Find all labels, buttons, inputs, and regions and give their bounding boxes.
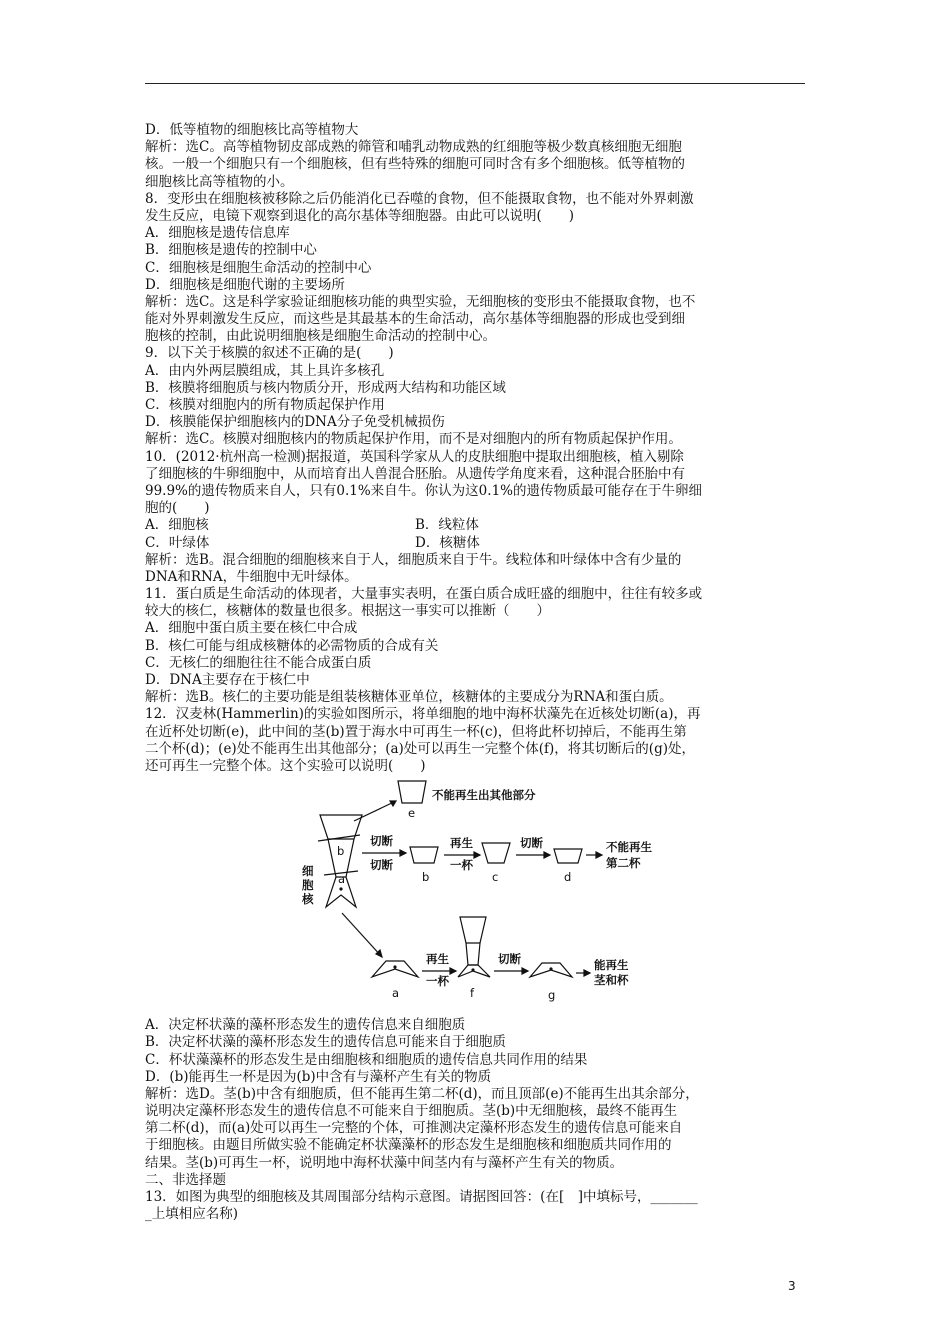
acetabularia-diagram bbox=[302, 777, 652, 1013]
label-regen-2-top: 再生 bbox=[426, 952, 449, 967]
text-line: 能对外界刺激发生反应，而这些是其最基本的生命活动，高尔基体等细胞器的形成也受到细 bbox=[145, 311, 685, 328]
text-line: B．细胞核是遗传的控制中心 bbox=[145, 242, 317, 259]
plant-f-cup bbox=[460, 917, 486, 943]
text-line: D．核膜能保护细胞核内的DNA分子免受机械损伤 bbox=[145, 414, 445, 431]
text-line: 10．(2012·杭州高一检测)据报道，英国科学家从人的皮肤细胞中提取出细胞核，植入剔除 bbox=[145, 448, 684, 465]
experiment-figure bbox=[145, 777, 810, 1015]
regenerated-cup-c bbox=[482, 843, 510, 863]
label-nucleus-3: 核 bbox=[302, 892, 314, 907]
label-no-second-cup-2: 第二杯 bbox=[606, 856, 641, 871]
stem-d-shape bbox=[554, 849, 582, 863]
text-line: 较大的核仁，核糖体的数量也很多。根据这一事实可以推断（ ） bbox=[145, 603, 550, 620]
text-line: 胞核的控制，由此说明细胞核是细胞生命活动的控制中心。 bbox=[145, 328, 496, 345]
text-line: 13．如图为典型的细胞核及其周围部分结构示意图。请据图回答：(在[ ]中填标号，_______ bbox=[145, 1189, 698, 1205]
text-line: 9．以下关于核膜的叙述不正确的是( ) bbox=[145, 345, 394, 362]
text-line: 还可再生一完整个体。这个实验可以说明( ) bbox=[145, 757, 426, 774]
option-row bbox=[145, 517, 810, 534]
text-line: A．细胞核是遗传信息库 bbox=[145, 225, 290, 242]
text-line: D．细胞核是细胞代谢的主要场所 bbox=[145, 276, 345, 293]
text-line: D．低等植物的细胞核比高等植物大 bbox=[145, 122, 359, 138]
label-a-bottom: a bbox=[392, 986, 400, 1001]
detached-stem-b bbox=[410, 847, 438, 863]
label-cut-2: 切断 bbox=[370, 858, 393, 873]
text-line: A．细胞中蛋白质主要在核仁中合成 bbox=[145, 620, 358, 637]
label-d: d bbox=[564, 870, 572, 885]
text-line: 二、非选择题 bbox=[145, 1171, 226, 1188]
text-line: 第二杯(d)，而(a)处可以再生一完整的个体，可推测决定藻杯形态发生的遗传信息可能来自 bbox=[145, 1120, 683, 1137]
text-line: C．核膜对细胞内的所有物质起保护作用 bbox=[145, 397, 385, 413]
page-content bbox=[145, 122, 810, 1223]
text-line: B．决定杯状藻的藻杯形态发生的遗传信息可能来自于细胞质 bbox=[145, 1034, 506, 1051]
label-c: c bbox=[492, 870, 499, 885]
text-block-b bbox=[145, 552, 810, 775]
text-line: 于细胞核。由题目所做实验不能确定杯状藻藻杯的形态发生是细胞核和细胞质共同作用的 bbox=[145, 1137, 672, 1154]
text-line: 解析：选C。高等植物韧皮部成熟的筛管和哺乳动物成熟的红细胞等极少数真核细胞无细胞 bbox=[145, 139, 682, 156]
text-line: 8．变形虫在细胞核被移除之后仍能消化已吞噬的食物，但不能摄取食物，也不能对外界刺激 bbox=[145, 190, 694, 207]
options-q10 bbox=[145, 517, 810, 551]
text-line: C．细胞核是细胞生命活动的控制中心 bbox=[145, 259, 372, 276]
option-item: B．线粒体 bbox=[415, 517, 479, 534]
option-item: A．细胞核 bbox=[145, 517, 209, 534]
text-line: 胞的( ) bbox=[145, 500, 210, 517]
text-line: A．决定杯状藻的藻杯形态发生的遗传信息来自细胞质 bbox=[145, 1017, 466, 1034]
label-regen-1-bot: 一杯 bbox=[450, 858, 473, 873]
label-no-other-parts: 不能再生出其他部分 bbox=[432, 788, 536, 803]
label-cut-3: 切断 bbox=[520, 836, 543, 851]
text-line: DNA和RNA，牛细胞中无叶绿体。 bbox=[145, 568, 358, 585]
text-line: 在近杯处切断(e)，此中间的茎(b)置于海水中可再生一杯(c)，但将此杯切掉后，不能再生第 bbox=[145, 723, 687, 740]
text-line: B．核膜将细胞质与核内物质分开，形成两大结构和功能区域 bbox=[145, 379, 506, 396]
label-a-main: a bbox=[338, 872, 346, 887]
label-b-main: b bbox=[337, 844, 345, 859]
label-nucleus-2: 胞 bbox=[302, 878, 314, 893]
option-item: D．核糖体 bbox=[415, 534, 480, 551]
text-line: 解析：选C。核膜对细胞核内的物质起保护作用，而不是对细胞内的所有物质起保护作用。 bbox=[145, 431, 682, 448]
option-row bbox=[145, 535, 810, 552]
label-can-regen-1: 能再生 bbox=[594, 958, 629, 973]
label-b: b bbox=[422, 870, 430, 885]
text-line: 二个杯(d)；(e)处不能再生出其他部分；(a)处可以再生一完整个体(f)，将其切断后的(g)处， bbox=[145, 740, 695, 757]
text-line: 了细胞核的牛卵细胞中，从而培育出人兽混合胚胎。从遗传学角度来看，这种混合胚胎中有 bbox=[145, 465, 685, 482]
text-line: 解析：选B。核仁的主要功能是组装核糖体亚单位，核糖体的主要成分为RNA和蛋白质。 bbox=[145, 689, 673, 706]
label-regen-2-bot: 一杯 bbox=[426, 974, 449, 989]
text-line: 细胞核比高等植物的小。 bbox=[145, 173, 294, 190]
text-block-a bbox=[145, 122, 810, 517]
page-number: 3 bbox=[788, 1279, 796, 1293]
text-line: 解析：选B。混合细胞的细胞核来自于人，细胞质来自于牛。线粒体和叶绿体中含有少量的 bbox=[145, 551, 682, 568]
label-no-second-cup-1: 不能再生 bbox=[606, 840, 652, 855]
text-line: 说明决定藻杯形态发生的遗传信息不可能来自于细胞质。茎(b)中无细胞核，最终不能再生 bbox=[145, 1103, 678, 1120]
header-rule bbox=[145, 83, 805, 84]
detached-cup-e bbox=[398, 781, 426, 803]
label-e: e bbox=[408, 806, 416, 821]
text-line: D．(b)能再生一杯是因为(b)中含有与藻杯产生有关的物质 bbox=[145, 1068, 492, 1085]
text-line: B．核仁可能与组成核糖体的必需物质的合成有关 bbox=[145, 637, 439, 654]
label-f: f bbox=[470, 986, 475, 1001]
text-line: 解析：选C。这是科学家验证细胞核功能的典型实验，无细胞核的变形虫不能摄取食物，也不 bbox=[145, 293, 696, 310]
label-cut-1: 切断 bbox=[370, 834, 393, 849]
text-block-c bbox=[145, 1017, 810, 1223]
bottom-a-shape bbox=[372, 961, 418, 977]
text-line: 11．蛋白质是生命活动的体现者，大量事实表明，在蛋白质合成旺盛的细胞中，往往有较多或 bbox=[145, 586, 703, 603]
label-cut-4: 切断 bbox=[498, 952, 521, 967]
text-line: C．无核仁的细胞往往不能合成蛋白质 bbox=[145, 654, 372, 671]
label-can-regen-2: 茎和杯 bbox=[594, 973, 629, 988]
text-line: C．杯状藻藻杯的形态发生是由细胞核和细胞质的遗传信息共同作用的结果 bbox=[145, 1051, 588, 1068]
text-line: 发生反应，电镜下观察到退化的高尔基体等细胞器。由此可以说明( ) bbox=[145, 207, 575, 224]
label-g: g bbox=[548, 988, 556, 1003]
text-line: 结果。茎(b)可再生一杯，说明地中海杯状藻中间茎内有与藻杯产生有关的物质。 bbox=[145, 1154, 624, 1171]
text-line: A．由内外两层膜组成，其上具许多核孔 bbox=[145, 362, 385, 379]
text-line: 解析：选D。茎(b)中含有细胞质，但不能再生第二杯(d)，而且顶部(e)不能再生出其余部分， bbox=[145, 1085, 699, 1102]
text-line: 12．汉麦林(Hammerlin)的实验如图所示，将单细胞的地中海杯状藻先在近核处切断(a)，再 bbox=[145, 706, 701, 723]
option-item: C．叶绿体 bbox=[145, 534, 210, 551]
text-line: 99.9%的遗传物质来自人，只有0.1%来自牛。你认为这0.1%的遗传物质最可能存在于牛卵细 bbox=[145, 482, 702, 499]
text-line: 核。一般一个细胞只有一个细胞核，但有些特殊的细胞可同时含有多个细胞核。低等植物的 bbox=[145, 156, 685, 173]
text-line: D．DNA主要存在于核仁中 bbox=[145, 672, 310, 688]
label-regen-1-top: 再生 bbox=[450, 836, 473, 851]
text-line: _上填相应名称) bbox=[145, 1206, 239, 1223]
label-nucleus-1: 细 bbox=[302, 864, 314, 879]
